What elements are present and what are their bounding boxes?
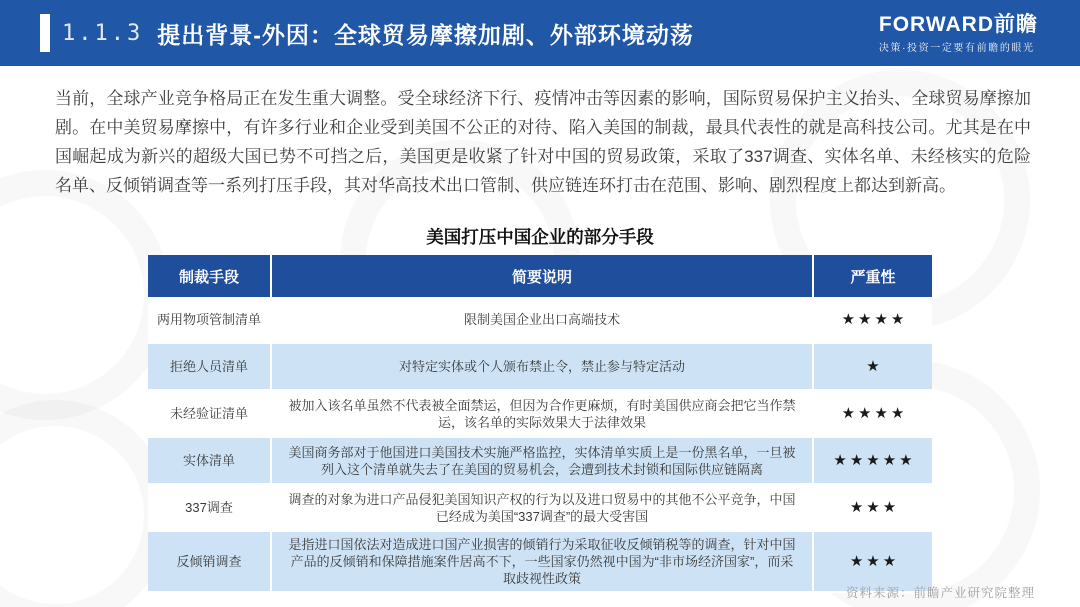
severity-stars: ★★★★	[841, 405, 908, 422]
section-accent-bar	[40, 14, 50, 52]
measure-cell: 实体清单	[148, 438, 272, 483]
watermark-ring	[0, 400, 170, 607]
col-header-measure: 制裁手段	[148, 255, 272, 297]
intro-paragraph: 当前，全球产业竞争格局正在发生重大调整。受全球经济下行、疫情冲击等因素的影响，国际贸易保护主义抬头、全球贸易摩擦加剧。在中美贸易摩擦中，有许多行业和企业受到美国不公正的对待、陷入美国的制裁，最具代表性的就是高科技公司。尤其是在中国崛起成为新兴的超级大国已势不可挡之后，美国更是收紧了针对中国的贸易政策，采取了337调查、实体名单、未经核实的危险名单、反倾销调查等一系列打压手段，其对华高技术出口管制、供应链连环打击在范围、影响、剧烈程度上都达到新高。	[55, 89, 1031, 195]
severity-stars: ★★★	[849, 499, 900, 516]
table-row	[148, 532, 932, 593]
description-cell: 调查的对象为进口产品侵犯美国知识产权的行为以及进口贸易中的其他不公平竞争，中国已经成为美国“337调查”的最大受害国	[272, 485, 814, 530]
header-bar	[0, 0, 1080, 66]
logo-name: FORWARD前瞻	[878, 13, 1038, 36]
sanctions-table	[148, 255, 932, 593]
severity-cell	[814, 297, 932, 342]
table-row	[148, 438, 932, 485]
table-header-row	[148, 255, 932, 297]
severity-cell	[814, 485, 932, 530]
table-row	[148, 485, 932, 532]
measure-cell: 反倾销调查	[148, 532, 272, 591]
measure-cell: 未经验证清单	[148, 391, 272, 436]
watermark-ring	[0, 170, 170, 420]
description-cell: 被加入该名单虽然不代表被全面禁运，但因为合作更麻烦，有时美国供应商会把它当作禁运，该名单的实际效果大于法律效果	[272, 391, 814, 436]
table-row	[148, 391, 932, 438]
description-cell: 对特定实体或个人颁布禁止令，禁止参与特定活动	[272, 344, 814, 389]
slide-title: 提出背景-外因：全球贸易摩擦加剧、外部环境动荡	[157, 21, 694, 48]
severity-cell	[814, 344, 932, 389]
table-body	[148, 297, 932, 593]
description-cell: 是指进口国依法对造成进口国产业损害的倾销行为采取征收反倾销税等的调查，针对中国产品的反倾销和保障措施案件居高不下，一些国家仍然视中国为“非市场经济国家”，而采取歧视性政策	[272, 532, 814, 591]
table-row	[148, 297, 932, 344]
col-header-severity: 严重性	[850, 268, 896, 286]
severity-stars: ★	[866, 358, 883, 375]
table-row	[148, 344, 932, 391]
logo-tagline: 决策·投资一定要有前瞻的眼光	[878, 43, 1035, 54]
severity-stars: ★★★	[849, 553, 900, 570]
forward-logo	[879, 13, 1038, 54]
severity-cell	[814, 438, 932, 483]
table-title: 美国打压中国企业的部分手段	[426, 227, 654, 247]
description-cell: 美国商务部对于他国进口美国技术实施严格监控，实体清单实质上是一份黑名单，一旦被列入这个清单就失去了在美国的贸易机会，会遭到技术封锁和国际供应链隔离	[272, 438, 814, 483]
severity-cell	[814, 391, 932, 436]
description-cell: 限制美国企业出口高端技术	[272, 297, 814, 342]
col-header-description: 简要说明	[272, 255, 814, 297]
measure-cell: 337调查	[148, 485, 272, 530]
measure-cell: 拒绝人员清单	[148, 344, 272, 389]
source-note: 资料来源：前瞻产业研究院整理	[845, 586, 1035, 600]
severity-stars: ★★★★★	[833, 452, 916, 469]
measure-cell: 两用物项管制清单	[148, 297, 272, 342]
section-number: 1.1.3	[62, 20, 144, 46]
severity-stars: ★★★★	[841, 311, 908, 328]
